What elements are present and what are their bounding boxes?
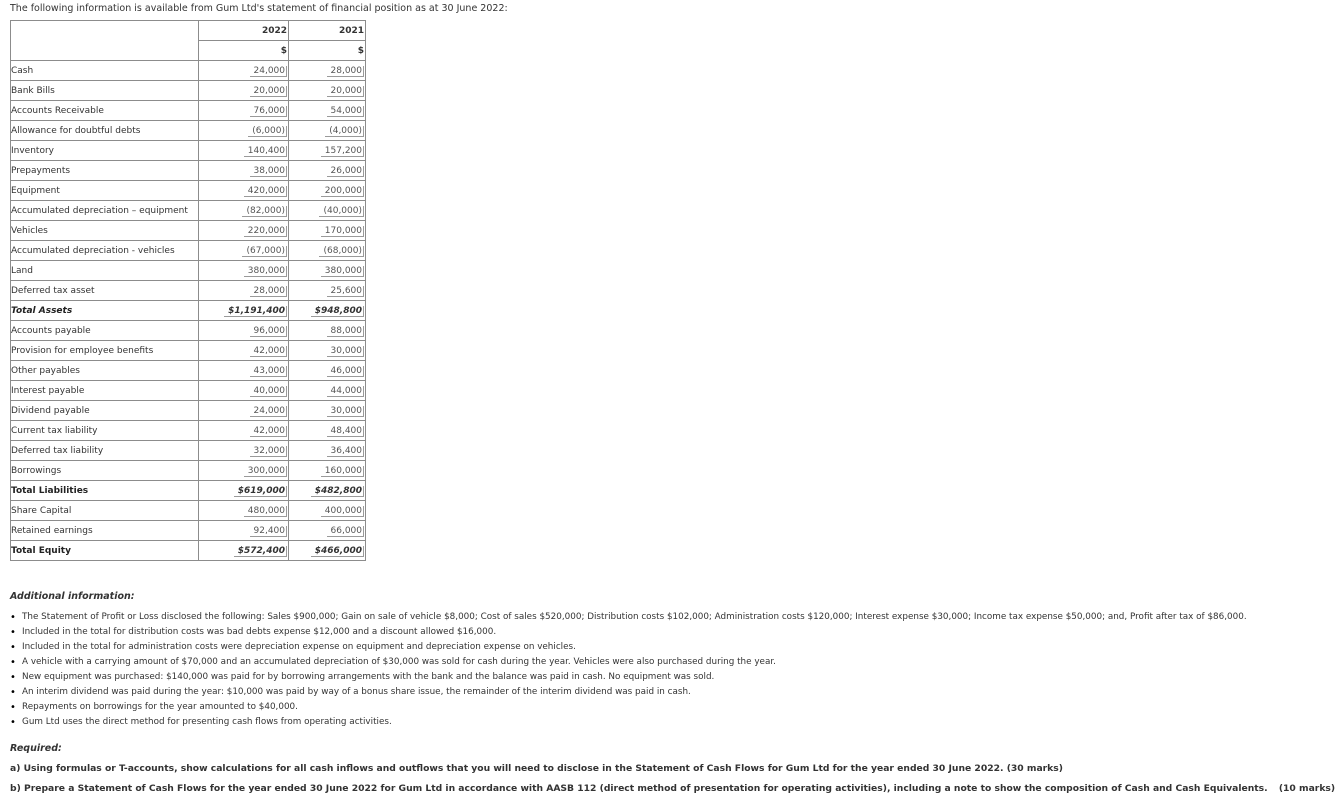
value-text: 380,000 [244, 266, 287, 277]
row-value-2022 [199, 121, 289, 141]
value-text: 20,000 [250, 86, 288, 97]
additional-info-heading: Additional information: [10, 591, 135, 602]
value-text: 140,400 [244, 146, 287, 157]
header-unit-2021: $ [289, 41, 366, 61]
value-text: $482,800 [311, 486, 364, 497]
row-value-2021 [289, 61, 366, 81]
value-text: $1,191,400 [224, 306, 287, 317]
row-value-2022 [199, 221, 289, 241]
list-item-text: The Statement of Profit or Loss disclosed the following: Sales $900,000; Gain on sale of vehicle $8,000; Cost of sales $520,000; Distribution costs $102,000; Administration costs $120,000; Interest expense $30,000; Income tax expense $50,000; and, Profit after tax of $86,000. [22, 612, 1247, 622]
value-text: 220,000 [244, 226, 287, 237]
value-text: 42,000 [250, 346, 288, 357]
value-text: $619,000 [234, 486, 287, 497]
value-text: 88,000 [327, 326, 365, 337]
value-text: 28,000 [327, 66, 365, 77]
row-value-2021 [289, 141, 366, 161]
table-row [11, 101, 366, 121]
row-label: Vehicles [11, 221, 199, 241]
row-value-2022 [199, 261, 289, 281]
row-value-2021 [289, 301, 366, 321]
row-value-2021 [289, 381, 366, 401]
row-label: Dividend payable [11, 401, 199, 421]
value-text: 36,400 [327, 446, 365, 457]
row-label: Equipment [11, 181, 199, 201]
table-row [11, 421, 366, 441]
table-row [11, 301, 366, 321]
required-part-b-marks: (10 marks) [1278, 783, 1335, 794]
row-value-2021 [289, 161, 366, 181]
bullet-icon: • [10, 717, 16, 728]
row-label: Bank Bills [11, 81, 199, 101]
value-text: (6,000) [248, 126, 287, 137]
row-label: Interest payable [11, 381, 199, 401]
table-row [11, 401, 366, 421]
table-row [11, 541, 366, 561]
required-part-b [10, 783, 1335, 794]
row-value-2021 [289, 221, 366, 241]
row-label: Allowance for doubtful debts [11, 121, 199, 141]
list-item-text: Gum Ltd uses the direct method for presenting cash flows from operating activities. [22, 717, 392, 727]
table-row [11, 361, 366, 381]
row-value-2021 [289, 101, 366, 121]
row-label: Prepayments [11, 161, 199, 181]
bullet-icon: • [10, 642, 16, 653]
row-label: Provision for employee benefits [11, 341, 199, 361]
row-label: Cash [11, 61, 199, 81]
row-label: Share Capital [11, 501, 199, 521]
row-value-2021 [289, 281, 366, 301]
table-row [11, 61, 366, 81]
value-text: 48,400 [327, 426, 365, 437]
list-item [10, 715, 1247, 730]
table-row [11, 81, 366, 101]
row-value-2022 [199, 101, 289, 121]
table-row [11, 161, 366, 181]
list-item [10, 610, 1247, 625]
list-item-text: An interim dividend was paid during the year: $10,000 was paid by way of a bonus share issue, the remainder of the interim dividend was paid in cash. [22, 687, 691, 697]
row-value-2021 [289, 361, 366, 381]
row-value-2022 [199, 541, 289, 561]
value-text: 300,000 [244, 466, 287, 477]
value-text: 66,000 [327, 526, 365, 537]
list-item [10, 670, 1247, 685]
row-label: Accumulated depreciation – equipment [11, 201, 199, 221]
row-label: Current tax liability [11, 421, 199, 441]
row-value-2022 [199, 301, 289, 321]
value-text: 24,000 [250, 66, 288, 77]
row-value-2022 [199, 161, 289, 181]
value-text: 46,000 [327, 366, 365, 377]
table-row [11, 141, 366, 161]
value-text: 170,000 [321, 226, 364, 237]
intro-text: The following information is available from Gum Ltd's statement of financial position as at 30 June 2022: [10, 3, 508, 14]
row-label: Retained earnings [11, 521, 199, 541]
row-value-2022 [199, 181, 289, 201]
row-value-2022 [199, 441, 289, 461]
value-text: 25,600 [327, 286, 365, 297]
value-text: 160,000 [321, 466, 364, 477]
row-label: Total Assets [11, 301, 199, 321]
value-text: 54,000 [327, 106, 365, 117]
row-value-2022 [199, 281, 289, 301]
list-item-text: Repayments on borrowings for the year amounted to $40,000. [22, 702, 298, 712]
row-label: Deferred tax liability [11, 441, 199, 461]
header-year-2022: 2022 [199, 21, 289, 41]
row-value-2022 [199, 501, 289, 521]
list-item [10, 685, 1247, 700]
bullet-icon: • [10, 672, 16, 683]
header-unit-2022: $ [199, 41, 289, 61]
list-item-text: Included in the total for distribution costs was bad debts expense $12,000 and a discount allowed $16,000. [22, 627, 497, 637]
financial-position-table [10, 20, 366, 561]
row-label: Inventory [11, 141, 199, 161]
row-value-2021 [289, 521, 366, 541]
row-value-2021 [289, 421, 366, 441]
required-part-a: a) Using formulas or T-accounts, show calculations for all cash inflows and outflows that you will need to disclose in the Statement of Cash Flows for Gum Ltd for the year ended 30 June 2022. (30 marks) [10, 763, 1063, 774]
value-text: (4,000) [325, 126, 364, 137]
bullet-icon: • [10, 687, 16, 698]
row-value-2022 [199, 361, 289, 381]
row-label: Total Liabilities [11, 481, 199, 501]
row-label: Borrowings [11, 461, 199, 481]
table-row [11, 261, 366, 281]
required-part-b-text: b) Prepare a Statement of Cash Flows for the year ended 30 June 2022 for Gum Ltd in accordance with AASB 112 (direct method of presentation for operating activities), including a note to show the composition of Cash and Cash Equivalents. [10, 783, 1268, 794]
row-label: Total Equity [11, 541, 199, 561]
row-label: Land [11, 261, 199, 281]
list-item [10, 700, 1247, 715]
bullet-icon: • [10, 612, 16, 623]
row-value-2022 [199, 381, 289, 401]
row-value-2021 [289, 481, 366, 501]
value-text: 43,000 [250, 366, 288, 377]
table-row [11, 521, 366, 541]
value-text: 157,200 [321, 146, 364, 157]
row-value-2022 [199, 81, 289, 101]
list-item-text: A vehicle with a carrying amount of $70,000 and an accumulated depreciation of $30,000 was sold for cash during the year. Vehicles were also purchased during the year. [22, 657, 776, 667]
header-year-row [11, 21, 366, 41]
row-value-2021 [289, 181, 366, 201]
value-text: $572,400 [234, 546, 287, 557]
value-text: 24,000 [250, 406, 288, 417]
value-text: 92,400 [250, 526, 288, 537]
value-text: 76,000 [250, 106, 288, 117]
value-text: 44,000 [327, 386, 365, 397]
value-text: (67,000) [242, 246, 287, 257]
value-text: (40,000) [319, 206, 364, 217]
value-text: 26,000 [327, 166, 365, 177]
bullet-icon: • [10, 657, 16, 668]
value-text: 96,000 [250, 326, 288, 337]
row-label: Other payables [11, 361, 199, 381]
row-value-2021 [289, 81, 366, 101]
list-item [10, 640, 1247, 655]
table-row [11, 221, 366, 241]
table-body [11, 61, 366, 561]
row-value-2021 [289, 201, 366, 221]
table-row [11, 281, 366, 301]
row-value-2021 [289, 121, 366, 141]
row-value-2022 [199, 321, 289, 341]
value-text: 32,000 [250, 446, 288, 457]
value-text: 400,000 [321, 506, 364, 517]
value-text: (68,000) [319, 246, 364, 257]
row-value-2021 [289, 241, 366, 261]
table-row [11, 181, 366, 201]
bullet-icon: • [10, 702, 16, 713]
row-value-2021 [289, 341, 366, 361]
row-value-2021 [289, 321, 366, 341]
table-row [11, 241, 366, 261]
value-text: 480,000 [244, 506, 287, 517]
value-text: 40,000 [250, 386, 288, 397]
row-label: Accumulated depreciation - vehicles [11, 241, 199, 261]
table-row [11, 381, 366, 401]
table-row [11, 501, 366, 521]
list-item [10, 655, 1247, 670]
row-value-2022 [199, 481, 289, 501]
table-row [11, 201, 366, 221]
row-value-2021 [289, 261, 366, 281]
value-text: 200,000 [321, 186, 364, 197]
row-value-2021 [289, 541, 366, 561]
row-value-2022 [199, 521, 289, 541]
value-text: 38,000 [250, 166, 288, 177]
list-item-text: Included in the total for administration costs were depreciation expense on equipment and depreciation expense on vehicles. [22, 642, 576, 652]
value-text: 30,000 [327, 406, 365, 417]
row-label: Deferred tax asset [11, 281, 199, 301]
row-value-2022 [199, 201, 289, 221]
value-text: 420,000 [244, 186, 287, 197]
value-text: 380,000 [321, 266, 364, 277]
row-value-2022 [199, 241, 289, 261]
row-label: Accounts Receivable [11, 101, 199, 121]
table-row [11, 321, 366, 341]
header-blank [11, 21, 199, 61]
list-item-text: New equipment was purchased: $140,000 was paid for by borrowing arrangements with the bank and the balance was paid in cash. No equipment was sold. [22, 672, 715, 682]
row-value-2022 [199, 61, 289, 81]
row-label: Accounts payable [11, 321, 199, 341]
value-text: (82,000) [242, 206, 287, 217]
header-year-2021: 2021 [289, 21, 366, 41]
row-value-2022 [199, 461, 289, 481]
row-value-2021 [289, 441, 366, 461]
row-value-2021 [289, 461, 366, 481]
table-row [11, 461, 366, 481]
row-value-2022 [199, 141, 289, 161]
table-row [11, 481, 366, 501]
value-text: 20,000 [327, 86, 365, 97]
value-text: 28,000 [250, 286, 288, 297]
row-value-2021 [289, 501, 366, 521]
row-value-2022 [199, 421, 289, 441]
row-value-2021 [289, 401, 366, 421]
value-text: 42,000 [250, 426, 288, 437]
value-text: 30,000 [327, 346, 365, 357]
required-heading: Required: [10, 743, 62, 754]
table-row [11, 341, 366, 361]
table-row [11, 121, 366, 141]
list-item [10, 625, 1247, 640]
row-value-2022 [199, 341, 289, 361]
table-row [11, 441, 366, 461]
additional-info-list [10, 610, 1247, 730]
value-text: $948,800 [311, 306, 364, 317]
bullet-icon: • [10, 627, 16, 638]
row-value-2022 [199, 401, 289, 421]
value-text: $466,000 [311, 546, 364, 557]
